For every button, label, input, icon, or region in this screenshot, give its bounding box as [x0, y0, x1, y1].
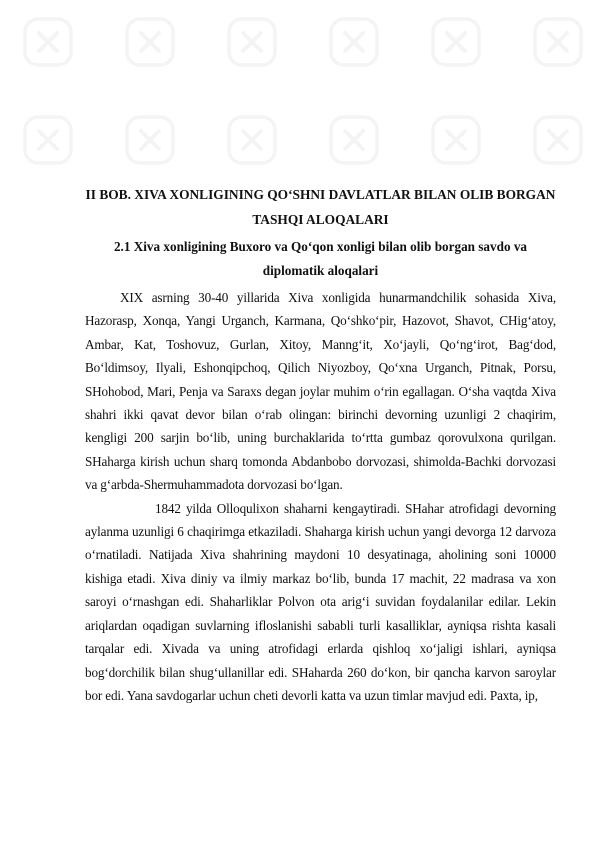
section-title: 2.1 Xiva xonligining Buxoro va Qo‘qon xonligi bilan olib borgan savdo va diplomatik aloqalari [113, 239, 528, 278]
document-body [85, 182, 556, 707]
chapter-title: II BOB. XIVA XONLIGINING QO‘SHNI DAVLATLAR BILAN OLIB BORGAN TASHQI ALOQALARI [85, 187, 556, 227]
body-paragraph: XIX asrning 30-40 yillarida Xiva xonligida hunarmandchilik sohasida Xiva, Hazorasp, Xonqa, Yangi Urganch, Karmana, Qo‘shko‘pir, Hazovot, Shavot, CHig‘atoy, Ambar, Kat, Toshovuz, Gurlan, Xitoy, Manng‘it, Xo‘jayli, Qo‘ng‘irot, Bag‘dod, Bo‘ldimsoy, Ilyali, Eshonqipchoq, Qilich Niyozboy, Qo‘xna Urganch, Pitnak, Porsu, SHohobod, Mari, Penja va Saraxs degan joylar muhim o‘rin egallagan. O‘sha vaqtda Xiva shahri ikki qavat devor bilan o‘rab olingan: birinchi devorning uzunligi 2 chaqirim, kengligi 200 sarjin bo‘lib, uning burchaklarida to‘rtta gumbaz qorovulxona qurilgan. SHaharga kirish uchun sharq tomonda Abdanbobo dorvozasi, shimolda-Bachki dorvozasi va g‘arbda-Shermuhammadota dorvozasi bo‘lgan. [85, 290, 556, 493]
body-paragraph: 1842 yilda Olloqulixon shaharni kengaytiradi. SHahar atrofidagi devorning aylanma uzunligi 6 chaqirimga etkaziladi. Shaharga kirish uchun yangi devorga 12 darvoza o‘rnatiladi. Natijada Xiva shahrining maydoni 10 desyatinaga, aholining soni 10000 kishiga etadi. Xiva diniy va ilmiy markaz bo‘lib, bunda 17 machit, 22 madrasa va xon saroyi o‘rnashgan edi. Shaharliklar Polvon ota arig‘i suvidan foydalanilar edilar. Lekin ariqlardan oqadigan suvlarning ifloslanishi sababli turli kasalliklar, ayniqsa rishta kasali tarqalar edi. Xivada va uning atrofidagi erlarda qishloq xo‘jaligi ishlari, ayniqsa bog‘dorchilik bilan shug‘ullanillar edi. SHaharda 260 do‘kon, bir qancha karvon saroylar bor edi. Yana savdogarlar uchun cheti devorli katta va uzun timlar mavjud edi. Paxta, ip, [85, 500, 556, 703]
